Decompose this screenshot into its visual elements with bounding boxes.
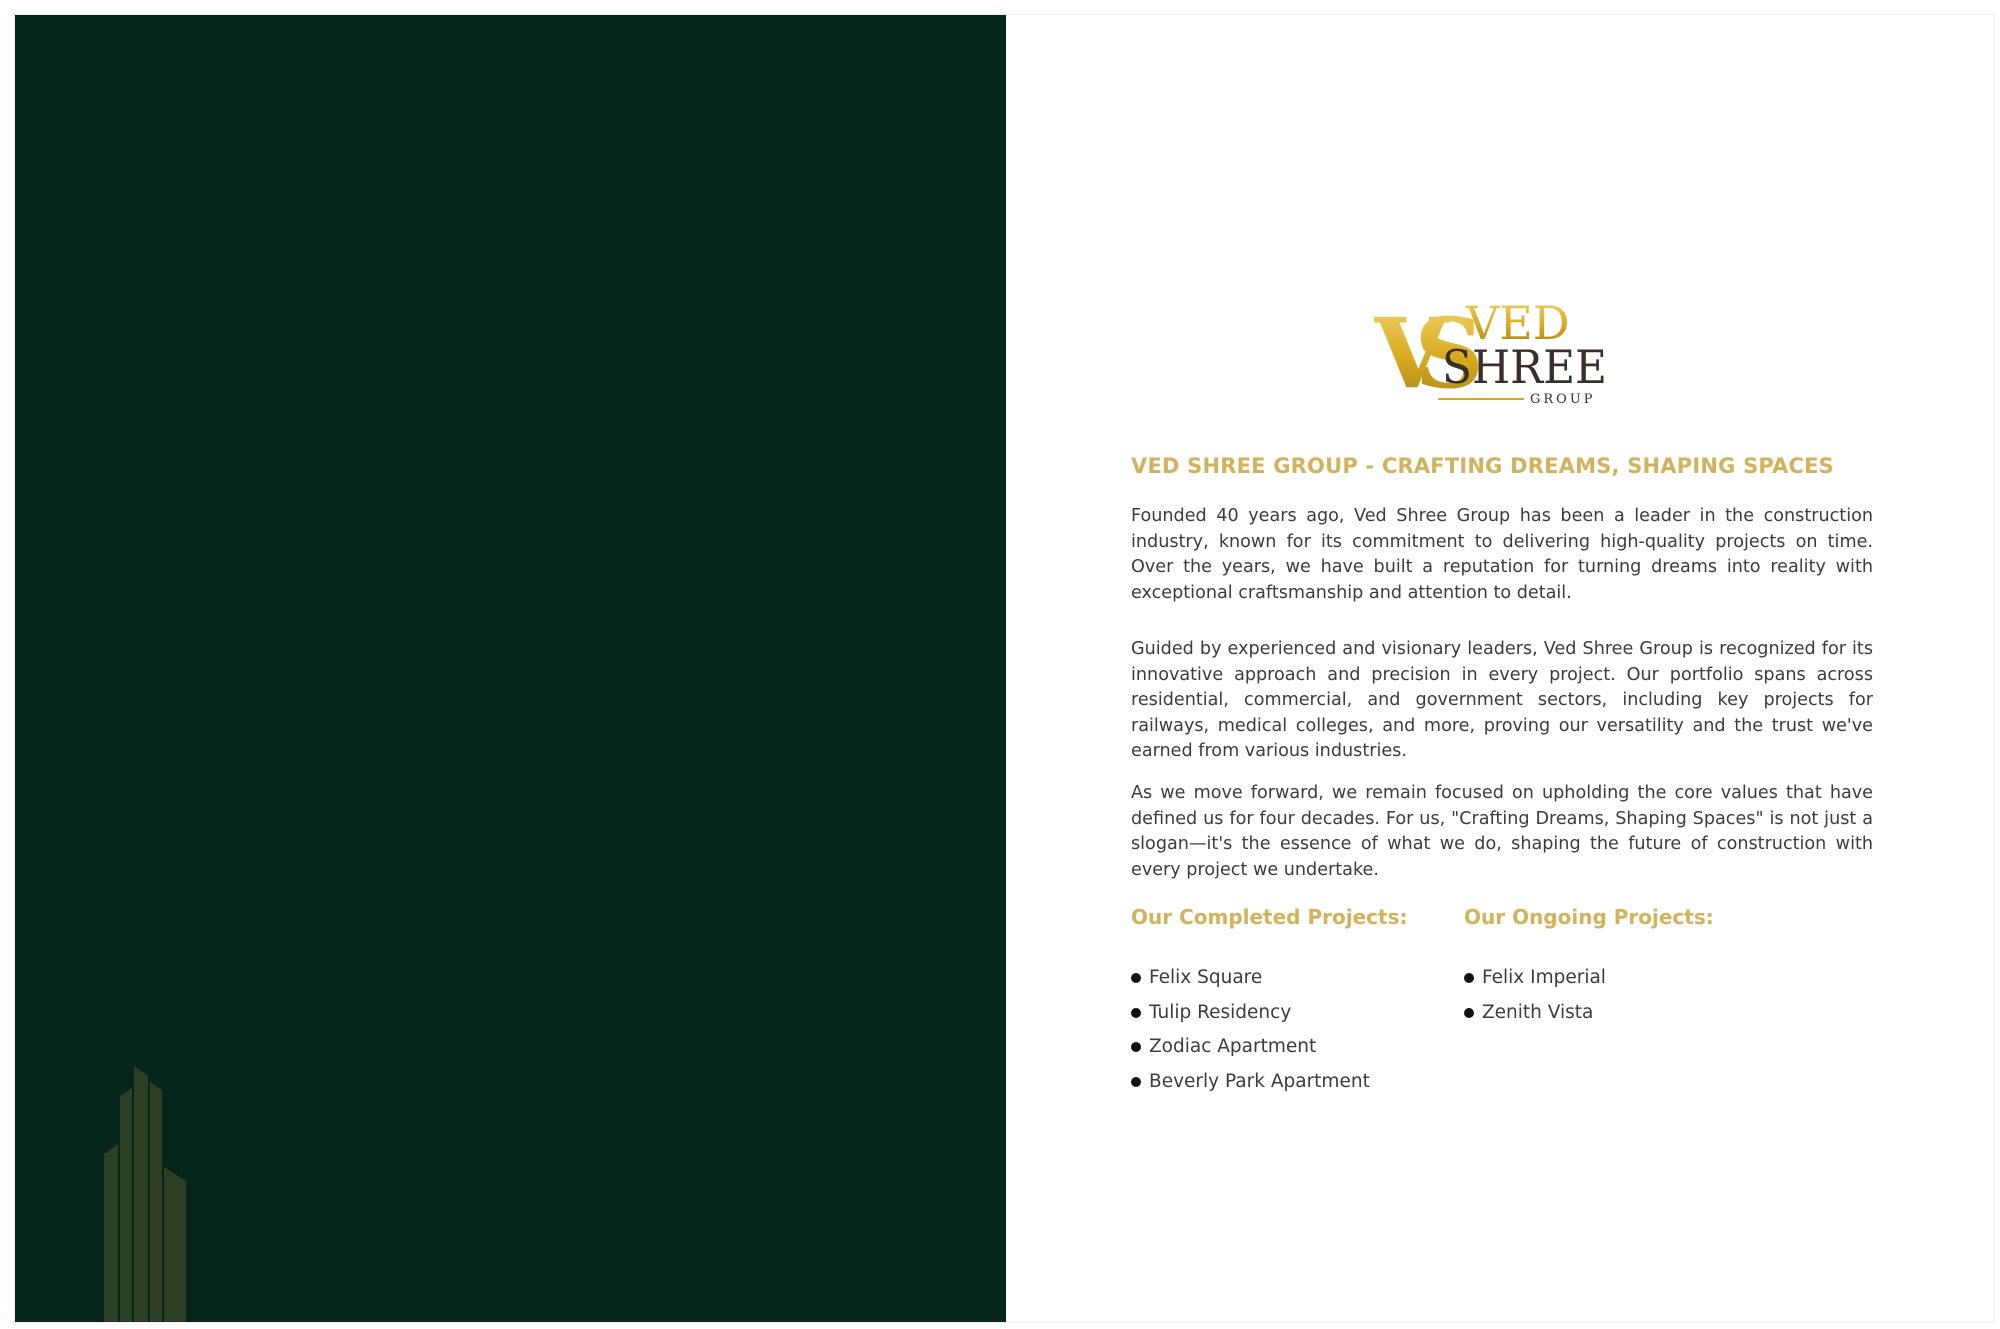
project-name: Zodiac Apartment	[1149, 1036, 1317, 1057]
project-name: Felix Square	[1149, 967, 1263, 988]
logo-monogram: VS	[1374, 297, 1450, 410]
ongoing-projects-title: Our Ongoing Projects:	[1464, 905, 1714, 929]
page-border	[14, 14, 1995, 1323]
values-paragraph: As we move forward, we remain focused on upholding the core values that have defined us for four decades. For us, "Crafting Dreams, Shaping Spaces" is not just a slogan—it's the essence of what we do, shaping the future of construction with every project we undertake.	[1131, 783, 1873, 880]
completed-projects-title: Our Completed Projects:	[1131, 905, 1408, 929]
project-name: Felix Imperial	[1482, 967, 1606, 988]
intro-paragraph: Founded 40 years ago, Ved Shree Group has been a leader in the construction industry, known for its commitment to delivering high-quality projects on time. Over the years, we have built a reputation for turning dreams into reality with exceptional craftsmanship and attention to detail.	[1131, 506, 1873, 603]
project-name: Tulip Residency	[1149, 1001, 1292, 1023]
logo-group: GROUP	[1530, 392, 1596, 407]
page-heading: VED SHREE GROUP - CRAFTING DREAMS, SHAPING SPACES	[1131, 454, 1835, 478]
project-name: Zenith Vista	[1482, 1001, 1594, 1023]
logo-shree: SHREE	[1442, 340, 1607, 394]
project-name: Beverly Park Apartment	[1149, 1070, 1370, 1092]
logo-ved: VED	[1466, 296, 1570, 350]
leadership-paragraph: Guided by experienced and visionary leaders, Ved Shree Group is recognized for its innovative approach and precision in every project. Our portfolio spans across residential, commercial, and government sectors, including key projects for railways, medical colleges, and more, proving our versatility and the trust we've earned from various industries.	[1131, 639, 1873, 761]
